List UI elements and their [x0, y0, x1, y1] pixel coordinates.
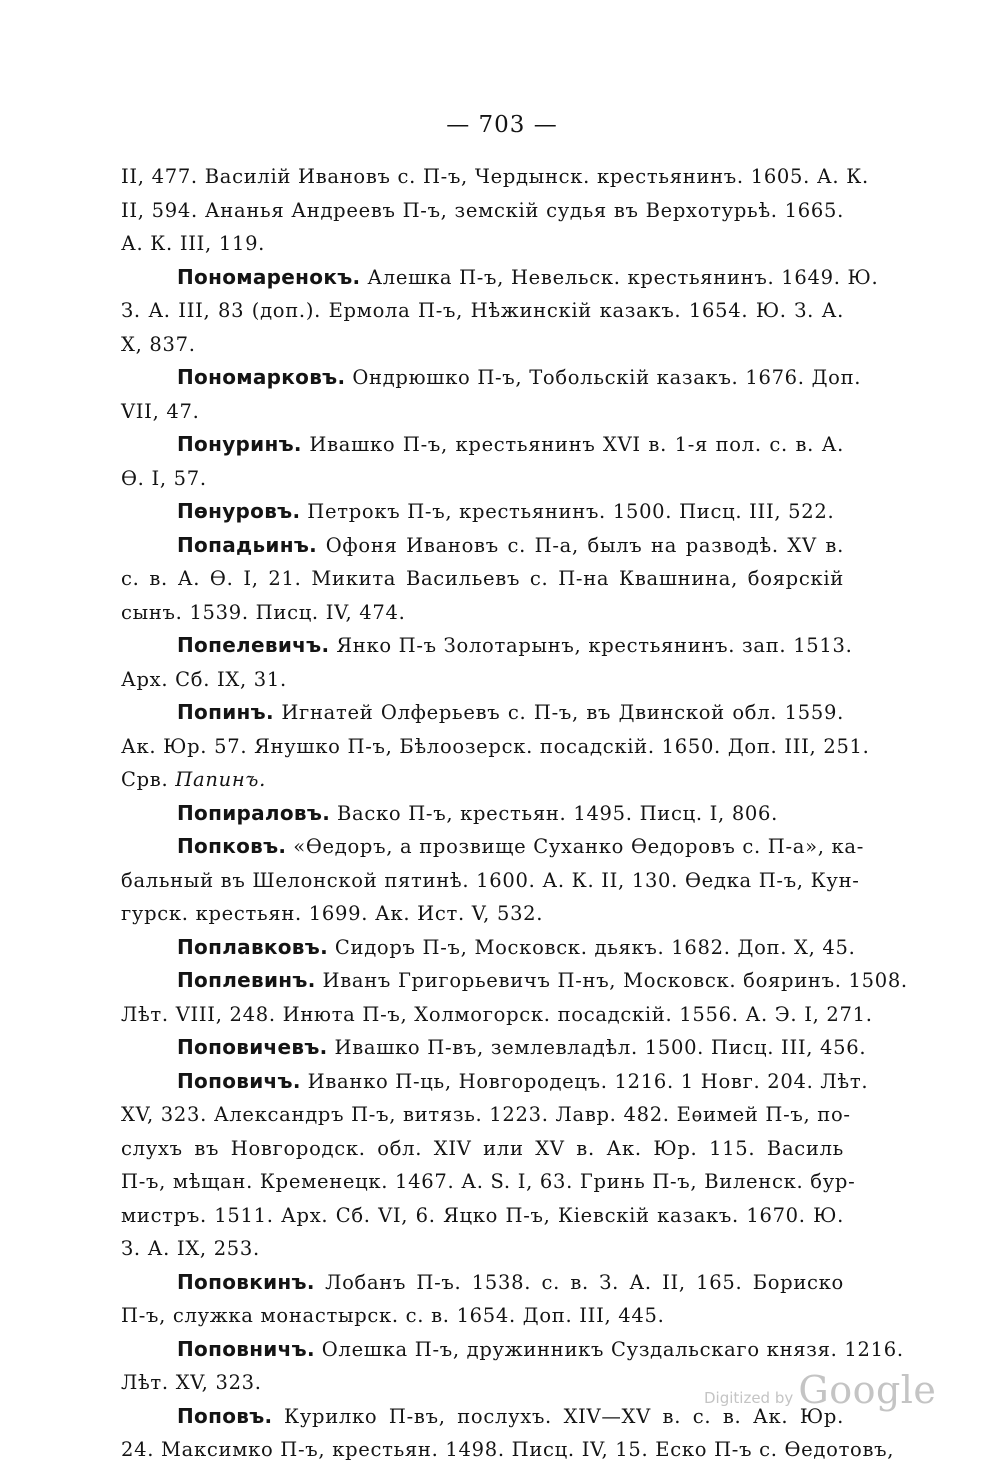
- headword: Пономарковъ.: [177, 365, 346, 389]
- entry-popiralov: [121, 797, 844, 831]
- text-line: с. в. А. Ѳ. I, 21. Микита Васильевъ с. П-на Квашнина, боярскій: [121, 567, 844, 590]
- entry-text: «Ѳедоръ, а прозвище Суханко Ѳедоровъ с. П-а», ка-: [293, 835, 865, 858]
- entry-text: Васко П-ъ, крестьян. 1495. Писц. I, 806.: [337, 801, 779, 825]
- headword: Попираловъ.: [177, 800, 331, 825]
- text-line: сынъ. 1539. Писц. IV, 474.: [121, 600, 406, 624]
- cross-reference: Папинъ.: [175, 768, 266, 791]
- text-line: X, 837.: [121, 332, 196, 356]
- entry-poplevin: [121, 964, 908, 998]
- headword: Поповничъ.: [177, 1336, 315, 1361]
- text-line: II, 477. Василій Ивановъ с. П-ъ, Чердынск. крестьянинъ. 1605. А. К.: [121, 165, 869, 188]
- text-line: Лѣт. XV, 323.: [121, 1371, 262, 1394]
- text-line: Лѣт. VIII, 248. Инюта П-ъ, Холмогорск. посадскій. 1556. А. Э. I, 271.: [121, 1002, 873, 1026]
- text-line: II, 594. Ананья Андреевъ П-ъ, земскій судья въ Верхотурьѣ. 1665.: [121, 198, 844, 222]
- entry-ponurov: [121, 495, 844, 529]
- entry-text: Курилко П-въ, послухъ. XIV—XV в. с. в. Ак. Юр.: [284, 1404, 844, 1428]
- text-line: бальный въ Шелонской пятинѣ. 1600. А. К. II, 130. Ѳедка П-ъ, Кун-: [121, 868, 860, 892]
- entry-popadin: [121, 529, 844, 563]
- entry-text: Иванко П-ць, Новгородецъ. 1216. 1 Новг. 204. Лѣт.: [307, 1069, 869, 1093]
- entry-text: Игнатей Олферьевъ с. П-ъ, въ Двинской обл. 1559.: [281, 701, 845, 724]
- headword: Поплевинъ.: [177, 968, 316, 992]
- entry-text: Иванъ Григорьевичъ П-нъ, Московск. бояринъ. 1508.: [322, 969, 908, 992]
- google-logo: Google: [798, 1368, 937, 1412]
- headword: Пономаренокъ.: [177, 264, 361, 289]
- watermark-small-text: Digitized by: [704, 1389, 794, 1407]
- entry-text: Олешка П-ъ, дружинникъ Суздальскаго князя. 1216.: [321, 1337, 904, 1361]
- text-line: VII, 47.: [121, 399, 200, 423]
- entry-popelevich: [121, 629, 853, 663]
- entry-ponomarenok: [121, 261, 879, 295]
- entry-text: Петрокъ П-ъ, крестьянинъ. 1500. Писц. III, 522.: [307, 500, 835, 523]
- text-line: А. К. III, 119.: [121, 232, 266, 255]
- entry-text: Офоня Ивановъ с. П-а, былъ на разводѣ. XV в.: [325, 533, 844, 557]
- text-line: Ак. Юр. 57. Янушко П-ъ, Бѣлоозерск. посадскій. 1650. Доп. III, 251.: [121, 734, 870, 758]
- entry-text: Янко П-ъ Золотарынъ, крестьянинъ. зап. 1513.: [336, 634, 853, 657]
- headword: Поплавковъ.: [177, 934, 328, 959]
- entry-popovkin: [121, 1266, 844, 1300]
- text-line: Ѳ. I, 57.: [121, 466, 207, 490]
- entry-popovich: [121, 1065, 869, 1099]
- text-line: мистръ. 1511. Арх. Сб. VI, 6. Яцко П-ъ, Кіевскій казакъ. 1670. Ю.: [121, 1203, 844, 1227]
- entry-text: Ивашко П-ъ, крестьянинъ XVI в. 1-я пол. с. в. А.: [309, 433, 844, 456]
- headword: Поповкинъ.: [177, 1269, 315, 1294]
- page-number: — 703 —: [446, 112, 558, 138]
- text-line: П-ъ, служка монастырск. с. в. 1654. Доп. III, 445.: [121, 1304, 665, 1327]
- text-line: Арх. Сб. IX, 31.: [121, 667, 287, 691]
- entry-poplavkov: [121, 931, 856, 965]
- entry-ponomarkov: [121, 361, 862, 395]
- entry-text: Алешка П-ъ, Невельск. крестьянинъ. 1649. Ю.: [367, 265, 879, 289]
- entry-popin: [121, 696, 844, 730]
- text-line: З. А. III, 83 (доп.). Ермола П-ъ, Нѣжинскій казакъ. 1654. Ю. З. А.: [121, 299, 844, 322]
- text-line: 24. Максимко П-ъ, крестьян. 1498. Писц. IV, 15. Еско П-ъ с. Ѳедотовъ,: [121, 1438, 895, 1461]
- text-line: З. А. IX, 253.: [121, 1237, 260, 1260]
- text-line: [121, 763, 844, 797]
- headword: Попковъ.: [177, 834, 287, 858]
- entry-popovnich: [121, 1333, 904, 1367]
- text-line: слухъ въ Новгородск. обл. XIV или XV в. Ак. Юр. 115. Василь: [121, 1136, 844, 1160]
- entry-ponurin: [121, 428, 844, 462]
- headword: Попадьинъ.: [177, 532, 318, 557]
- entry-popkov: [121, 830, 865, 864]
- entry-popovichev: [121, 1031, 867, 1065]
- headword: Попинъ.: [177, 700, 274, 724]
- text-line: П-ъ, мѣщан. Кременецк. 1467. А. S. I, 63. Гринь П-ъ, Виленск. бур-: [121, 1170, 856, 1193]
- see-also-label: Срв.: [121, 768, 169, 791]
- text-line: XV, 323. Александръ П-ъ, витязь. 1223. Лавр. 482. Еѳимей П-ъ, по-: [121, 1103, 851, 1126]
- headword: Понуринъ.: [177, 432, 302, 456]
- entry-text: Лобанъ П-ъ. 1538. с. в. З. А. II, 165. Бориско: [325, 1270, 844, 1294]
- headword: Пѳнуровъ.: [177, 499, 301, 523]
- entry-text: Сидоръ П-ъ, Московск. дьякъ. 1682. Доп. X, 45.: [334, 935, 856, 959]
- digitized-by-google-watermark: [704, 1368, 936, 1412]
- headword: Поповичъ.: [177, 1068, 301, 1093]
- headword: Поповичевъ.: [177, 1035, 328, 1059]
- headword: Попелевичъ.: [177, 633, 330, 657]
- entry-text: Ивашко П-въ, землевладѣл. 1500. Писц. III, 456.: [334, 1036, 867, 1059]
- entry-text: Ондрюшко П-ъ, Тобольскій казакъ. 1676. Доп.: [352, 366, 862, 389]
- text-line: гурск. крестьян. 1699. Ак. Ист. V, 532.: [121, 902, 544, 925]
- headword: Поповъ.: [177, 1403, 273, 1428]
